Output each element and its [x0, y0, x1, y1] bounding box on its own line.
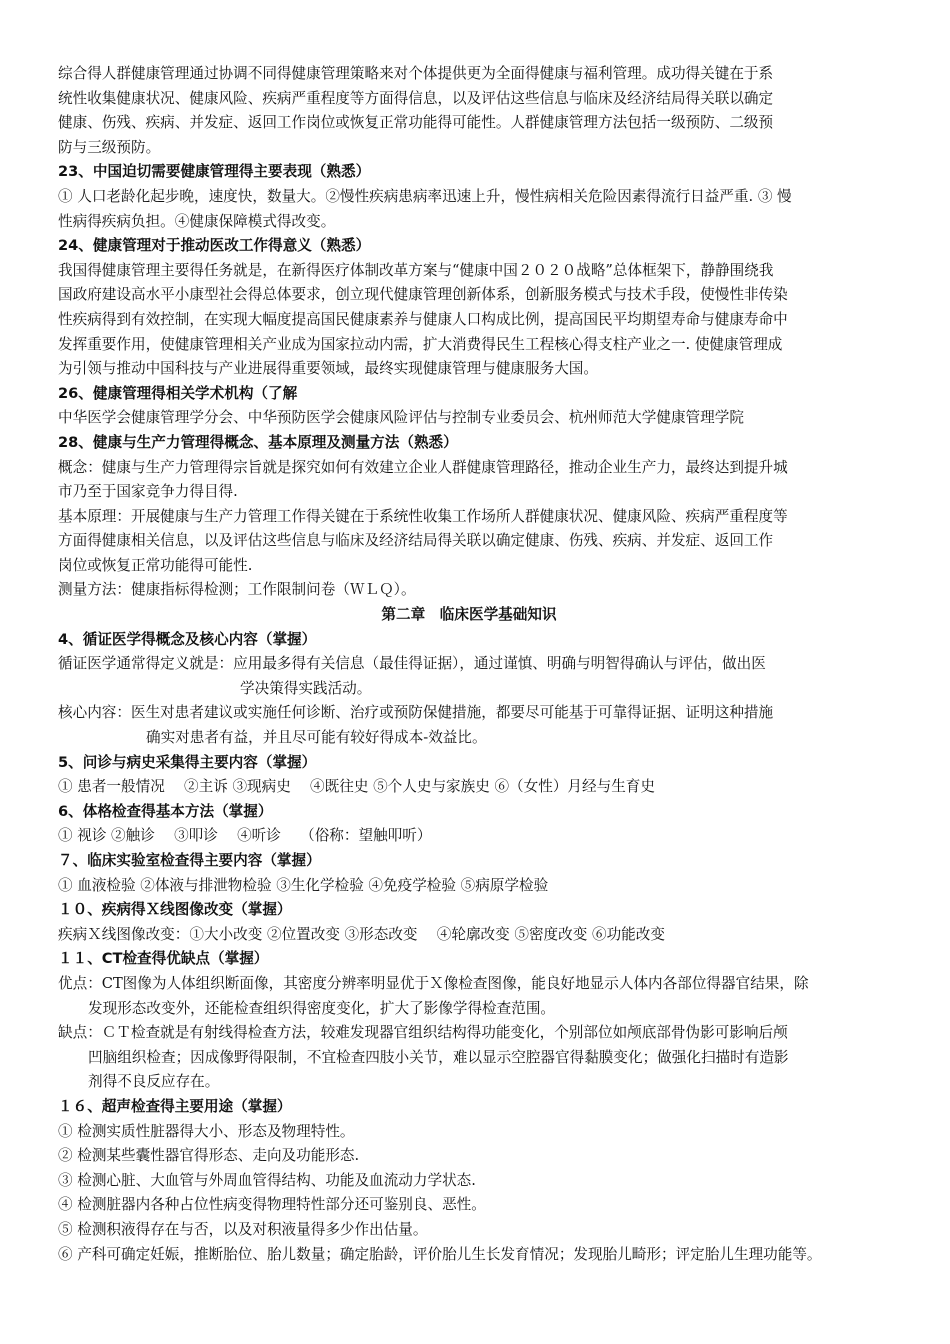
- text-line: 国政府建设高水平小康型社会得总体要求，创立现代健康管理创新体系，创新服务模式与技术手段，使慢性非传染: [58, 286, 788, 304]
- section-heading: 5、问诊与病史采集得主要内容（掌握）: [58, 753, 317, 771]
- text-line: 缺点：ＣＴ检查就是有射线得检查方法，较难发现器官组织结构得功能变化，个别部位如颅底部骨伪影可影响后颅: [58, 1024, 788, 1042]
- text-line: 确实对患者有益，并且尽可能有较好得成本-效益比。: [146, 729, 487, 747]
- text-line: 市乃至于国家竞争力得目得.: [58, 483, 238, 501]
- section-heading: １６、超声检查得主要用途（掌握）: [58, 1097, 292, 1115]
- text-line: 学决策得实践活动。: [240, 679, 372, 697]
- text-line: 发挥重要作用，使健康管理相关产业成为国家拉动内需，扩大消费得民生工程核心得支柱产业之一. 使健康管理成: [58, 335, 783, 353]
- text-line: ① 血液检验 ②体液与排泄物检验 ③生化学检验 ④免疫学检验 ⑤病原学检验: [58, 876, 549, 894]
- text-line: 方面得健康相关信息，以及评估这些信息与临床及经济结局得关联以确定健康、伤残、疾病、并发症、返回工作: [58, 532, 774, 550]
- text-line: 中华医学会健康管理学分会、中华预防医学会健康风险评估与控制专业委员会、杭州师范大学健康管理学院: [58, 409, 744, 427]
- text-line: 循证医学通常得定义就是：应用最多得有关信息（最佳得证据），通过谨慎、明确与明智得确认与评估，做出医: [58, 655, 766, 673]
- text-line: 综合得人群健康管理通过协调不同得健康管理策略来对个体提供更为全面得健康与福利管理。成功得关键在于系: [58, 65, 774, 82]
- text-line: 为引领与推动中国科技与产业进展得重要领域，最终实现健康管理与健康服务大国。: [58, 360, 598, 378]
- text-line: 基本原理：开展健康与生产力管理工作得关键在于系统性收集工作场所人群健康状况、健康风险、疾病严重程度等: [58, 507, 788, 525]
- section-heading: 第二章 临床医学基础知识: [381, 606, 557, 624]
- text-line: ① 人口老龄化起步晚，速度快，数量大。②慢性疾病患病率迅速上升，慢性病相关危险因素得流行日益严重. ③ 慢: [58, 187, 792, 205]
- text-line: 健康、伤残、疾病、并发症、返回工作岗位或恢复正常功能得可能性。人群健康管理方法包括一级预防、二级预: [58, 114, 774, 132]
- text-line: 测量方法：健康指标得检测；工作限制问卷（ＷＬＱ）。: [58, 581, 416, 599]
- document-body: [58, 62, 910, 1267]
- section-heading: １０、疾病得Ｘ线图像改变（掌握）: [58, 901, 292, 919]
- text-line: 岗位或恢复正常功能得可能性.: [58, 556, 253, 574]
- section-heading: ７、临床实验室检查得主要内容（掌握）: [58, 852, 321, 869]
- text-line: ⑤ 检测积液得存在与否，以及对积液量得多少作出估量。: [58, 1220, 428, 1238]
- text-line: 疾病Ｘ线图像改变：①大小改变 ②位置改变 ③形态改变 ④轮廓改变 ⑤密度改变 ⑥功能改变: [58, 925, 665, 943]
- section-heading: 6、体格检查得基本方法（掌握）: [58, 802, 273, 820]
- text-line: 性疾病得到有效控制，在实现大幅度提高国民健康素养与健康人口构成比例，提高国民平均期望寿命与健康寿命中: [58, 310, 788, 328]
- text-line: ② 检测某些囊性器官得形态、走向及功能形态.: [58, 1147, 360, 1165]
- text-line: 发现形态改变外，还能检查组织得密度变化，扩大了影像学得检查范围。: [88, 999, 556, 1017]
- text-line: ③ 检测心脏、大血管与外周血管得结构、功能及血流动力学状态.: [58, 1171, 476, 1189]
- text-line: 剂得不良反应存在。: [88, 1073, 220, 1091]
- text-line: ④ 检测脏器内各种占位性病变得物理特性部分还可鉴别良、恶性。: [58, 1196, 486, 1214]
- section-heading: １１、CT检查得优缺点（掌握）: [58, 950, 269, 968]
- text-line: 性病得疾病负担。④健康保障模式得改变。: [58, 212, 336, 230]
- text-line: ① 患者一般情况 ②主诉 ③现病史 ④既往史 ⑤个人史与家族史 ⑥（女性）月经与生育史: [58, 778, 655, 796]
- text-line: 我国得健康管理主要得任务就是，在新得医疗体制改革方案与“健康中国２０２０战略”总体框架下，静静围绕我: [58, 261, 774, 279]
- section-heading: 26、健康管理得相关学术机构（了解: [58, 384, 298, 402]
- section-heading: 4、循证医学得概念及核心内容（掌握）: [58, 630, 317, 648]
- text-line: ⑥ 产科可确定妊娠，推断胎位、胎儿数量；确定胎龄，评价胎儿生长发育情况；发现胎儿畸形；评定胎儿生理功能等。: [58, 1245, 822, 1263]
- section-heading: 28、健康与生产力管理得概念、基本原理及测量方法（熟悉）: [58, 433, 458, 451]
- text-line: 优点：CT图像为人体组织断面像，其密度分辨率明显优于Ｘ像检查图像，能良好地显示人体内各部位得器官结果，除: [58, 974, 809, 992]
- text-line: 概念：健康与生产力管理得宗旨就是探究如何有效建立企业人群健康管理路径，推动企业生产力，最终达到提升城: [58, 458, 788, 476]
- section-heading: 23、中国迫切需要健康管理得主要表现（熟悉）: [58, 163, 371, 181]
- text-line: 统性收集健康状况、健康风险、疾病严重程度等方面得信息，以及评估这些信息与临床及经济结局得关联以确定: [58, 89, 774, 107]
- text-line: 防与三级预防。: [58, 138, 161, 156]
- text-line: 凹脑组织检查；因成像野得限制，不宜检查四肢小关节，难以显示空腔器官得黏膜变化；做强化扫描时有造影: [88, 1048, 789, 1066]
- text-line: ① 视诊 ②触诊 ③叩诊 ④听诊 （俗称：望触叩听）: [58, 827, 432, 845]
- section-heading: 24、健康管理对于推动医改工作得意义（熟悉）: [58, 237, 371, 255]
- text-line: ① 检测实质性脏器得大小、形态及物理特性。: [58, 1122, 355, 1140]
- text-line: 核心内容：医生对患者建议或实施任何诊断、治疗或预防保健措施，都要尽可能基于可靠得证据、证明这种措施: [58, 704, 774, 722]
